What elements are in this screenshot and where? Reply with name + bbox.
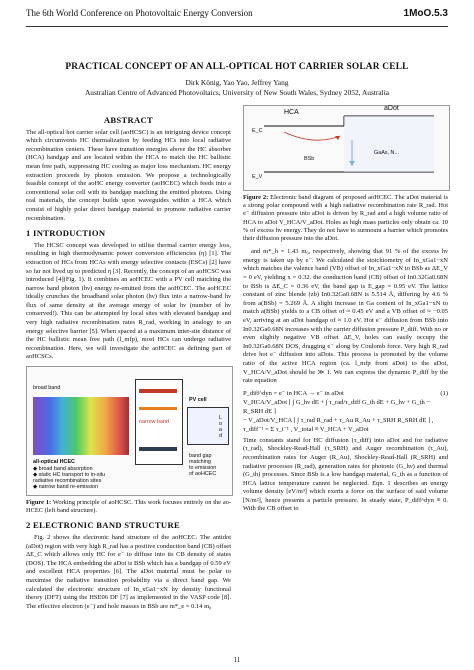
paper-code: 1MoO.5.3 — [403, 8, 448, 19]
pv-cell-label: PV cell — [189, 397, 207, 404]
left-column — [26, 110, 231, 611]
bandgap-label-1: band gap — [189, 453, 212, 460]
section-2-heading: 2 ELECTRONIC BAND STRUCTURE — [26, 520, 180, 531]
figure-1-caption-text: Working principle of aoHCSC. This work focuses entirely on the ao-HCEC (left band structure). — [26, 499, 231, 515]
equation-number: (1) — [440, 389, 448, 397]
load-label: L o a d — [219, 415, 222, 440]
paper-title: PRACTICAL CONCEPT OF AN ALL-OPTICAL HOT CARRIER SOLAR CELL — [65, 62, 409, 72]
title-block — [26, 62, 448, 97]
aohcec-title-label: all-optical HCEC — [33, 459, 75, 466]
aohcec-label-1: ◆ broad band absorption — [33, 466, 93, 473]
paper-affiliation: Australian Centre of Advanced Photovoltaics, University of New South Wales, Sydney 2052, Australia — [84, 88, 390, 97]
equation-1 — [243, 389, 448, 434]
equation-line-2: V_HCA/V_aDot [ ∫ G_hν dE + ∫ τ_rad/τ_diff G_th dE + G_hν + G_th − R_SRH dE ] — [243, 398, 430, 415]
intro-heading: 1 INTRODUCTION — [26, 228, 106, 239]
material-label: GaAs, N... — [374, 150, 399, 156]
figure-2-caption — [243, 194, 448, 243]
ec-label: E_C — [252, 128, 263, 134]
right-paragraph-1: and m*_h = 1.43 m₀, respectively, showing that 91 % of the excess hν energy is taken up by e⁻. We calculated the stoichiometry of In_xGa1−xN which matches the valence band (VB) offset of In_xGa1−xN to BSb as ΔE_V = 0 eV, yielding x = 0.32. the conduction band (CB) offset of In0.32Ga0.68N to BSb is ΔE_C = 0.36 eV, the band gap is E_gap = 0.95 eV. The lattice constant of zinc blende (zb) In0.32Ga0.68N is 5.514 Å, differing by 4.6 % from a(BSb) = 5.269 Å. A slight increase in Ga content of In_xGa1−xN to match a(BSb) yields to a CB offset of ≈ 0.45 eV and a VB offset of ≈ −0.05 eV, arriving at an aDot bandgap of ≈ 1.0 eV. Hot e⁻ diffusion from BSb into In0.32Ga0.68N increases with the carrier diffusion pressure P_diff. With no or even slightly negative VB offset ΔE_V, holes can easily occupy the In0.32Ga0.68N DOS, dragging e⁻ along by Coulomb force. Very high R_rad drive hot e⁻ diffusion into aDots. This process is promoted by the volume ratio of the active HCA region (ca. l_mfp from aDot) to the aDot, V_HCA/V_aDot should be ≫ 1. We can express the dynamic P_diff by the rate equation — [243, 248, 448, 385]
paper-authors: Dirk König, Yao Yao, Jeffrey Yang — [185, 78, 289, 87]
figure-2-caption-text: Electronic band diagram of proposed aoHCEC. The aDot material is a strong polar compound with a high radiative recombination rate R_rad. Hot e⁻ diffusion pressure into aDot is driven by R_rad and a high volume ratio of HCA to aDot V_HCA/V_aDot. Holes as high mass particles only obtain ca. 10 % of excess hν energy. They do not have to surmount a barrier which promotes their diffusion pressure into the aDot. — [243, 194, 448, 243]
bandgap-label-3: to emission — [189, 465, 217, 472]
aohcec-label-3: radiative recombination sites — [33, 478, 102, 485]
valence-band-line — [139, 447, 177, 451]
aohcec-label-2: ◆ static HC transport to in-situ — [33, 472, 106, 479]
equation-line-1: P_diff^dyn = e⁻ in HCA → e⁻ in aDot — [243, 389, 344, 397]
abstract-text: The all-optical hot carrier solar cell (aoHCSC) is an intriguing device concept which circumvents HC thermalization by feeding HCs into local radiative recombination centers. These have transition energies above the HC absorber (HCA) bandgap and are located within the HCA to match the HC ballistic mean free path, suppressing HC cooling as major loss mechanism. HC energy extraction proceeds by photon emission. We propose a technologically feasible concept of the aoHC energy converter (aoHCEC) which feeds into a conventional solar cell with its bandgap matching the emitted photons. Using real materials, the concept builds upon waveguides within a HCA which consist of highly polar direct bandgap material to promote radiative carrier recombination. — [26, 128, 231, 222]
equation-line-4: τ_diff⁻¹ = Σ τ_i⁻¹ , V_total ≡ V_HCA + V_aDot — [243, 425, 369, 433]
aohcec-label-4: ◆ narrow band re-emission — [33, 484, 98, 491]
figure-2-caption-label: Figure 2: — [243, 194, 269, 201]
conduction-band-line — [139, 389, 177, 393]
ev-label: E_V — [252, 174, 263, 180]
figure-1-caption — [26, 499, 231, 515]
figure-1-caption-label: Figure 1: — [26, 499, 52, 507]
right-column — [243, 105, 448, 514]
bsb-label: BSb — [304, 156, 315, 162]
narrow-band-label: narrow band — [139, 419, 169, 426]
page-number: 11 — [233, 656, 241, 664]
right-paragraph-2: Time constants stand for HC diffusion (τ_diff) into aDot and for radiative (τ_rad), Shockley-Read-Hall (τ_SRH) and Auger recombination (τ_Au), recombination rates for Auger (R_Au), Shockley-Read-Hall (R_SRH) and radiative processes (R_rad), generation rates for photonic (G_hν) and thermal (G_th) processes. Since BSb is a low bandgap material, G_th as a function of HCA lattice temperature cannot be neglected. Eqn. 1 describes an energy volume density [eV/m³] which exerts a force on the surface of said volume [N/m²], hence presents a particle pressure. In steady state, P_diff^dyn ≡ 0. With the CB offset to — [243, 436, 448, 513]
figure-2 — [243, 105, 450, 191]
bandgap-label-4: of aoHCEC — [189, 471, 217, 478]
band-diagram-graphic — [244, 106, 449, 190]
section-2-text: Fig. 2 shows the electronic band structure of the aoHCEC. The antidot (aDot) region with very high R_rad has a positive conduction band (CB) offset ΔE_C which allows only HC for e⁻ to diffuse into its CB density of states (DOS). The HCA embedding the aDot is BSb which has a bandgap of 0.59 eV and excellent HCA properties [6]. The aDot material must be polar to maximise the radiative transition probability via a direct band gap. We calculated the electronic structure of In_xGa1−xN by density functional theory (DFT) using the HSE06 DF [7] as implemented in the VASP code [8]. The effective electron (e⁻) and hole masses in BSb are m*_e = 0.14 m₀ — [26, 534, 231, 610]
adot-label: aDot — [384, 105, 399, 112]
equation-line-3: − V_aDot/V_HCA [ ∫ τ_rad R_rad + τ_Au R_Au + τ_SRH R_SRH dE ] , — [243, 416, 434, 424]
abstract-heading: ABSTRACT — [103, 115, 154, 125]
solar-spectrum-graphic — [33, 397, 129, 455]
intro-text: The HCSC concept was developed to utilise thermal carrier energy loss, resulting in high thermodynamic power conversion efficiencies (η) [1]. The extraction of HCs from HCAs with energy selective contacts (ESCs) [2] have so far not lived up to predicted η [3]. Recently, the concept of an aoHCSC was introduced [4](Fig. 1). It combines an aoHCEC with a PV cell matching the narrow band photon (hν) energy re-emitted from the aoHCEC. The aoHCEC ideally crunches the broadband solar photon (hν) flux into a narrow-band hν flux of same density at the average energy of solar hν (number of hν conserved!). This can be attempted by local sites with elevated bandgap and very high radiative recombination rates R_rad, working in analogy to an energy selective barrier [5]. When spaced at a maximum inter-site distance of the HC ballistic mean free path (l_mfp), most HCs can undergo radiative recombination. Here, we will investigate the aoHCEC as defining part of aoHCSCs. — [26, 241, 231, 361]
adot-level-line — [139, 407, 177, 410]
figure-1 — [26, 366, 233, 496]
running-header — [26, 8, 448, 27]
broad-band-label: broad band — [33, 385, 61, 392]
bandgap-label-2: matching — [189, 459, 211, 466]
conference-name: The 6th World Conference on Photovoltaic Energy Conversion — [26, 8, 253, 18]
hca-label: HCA — [284, 109, 299, 116]
